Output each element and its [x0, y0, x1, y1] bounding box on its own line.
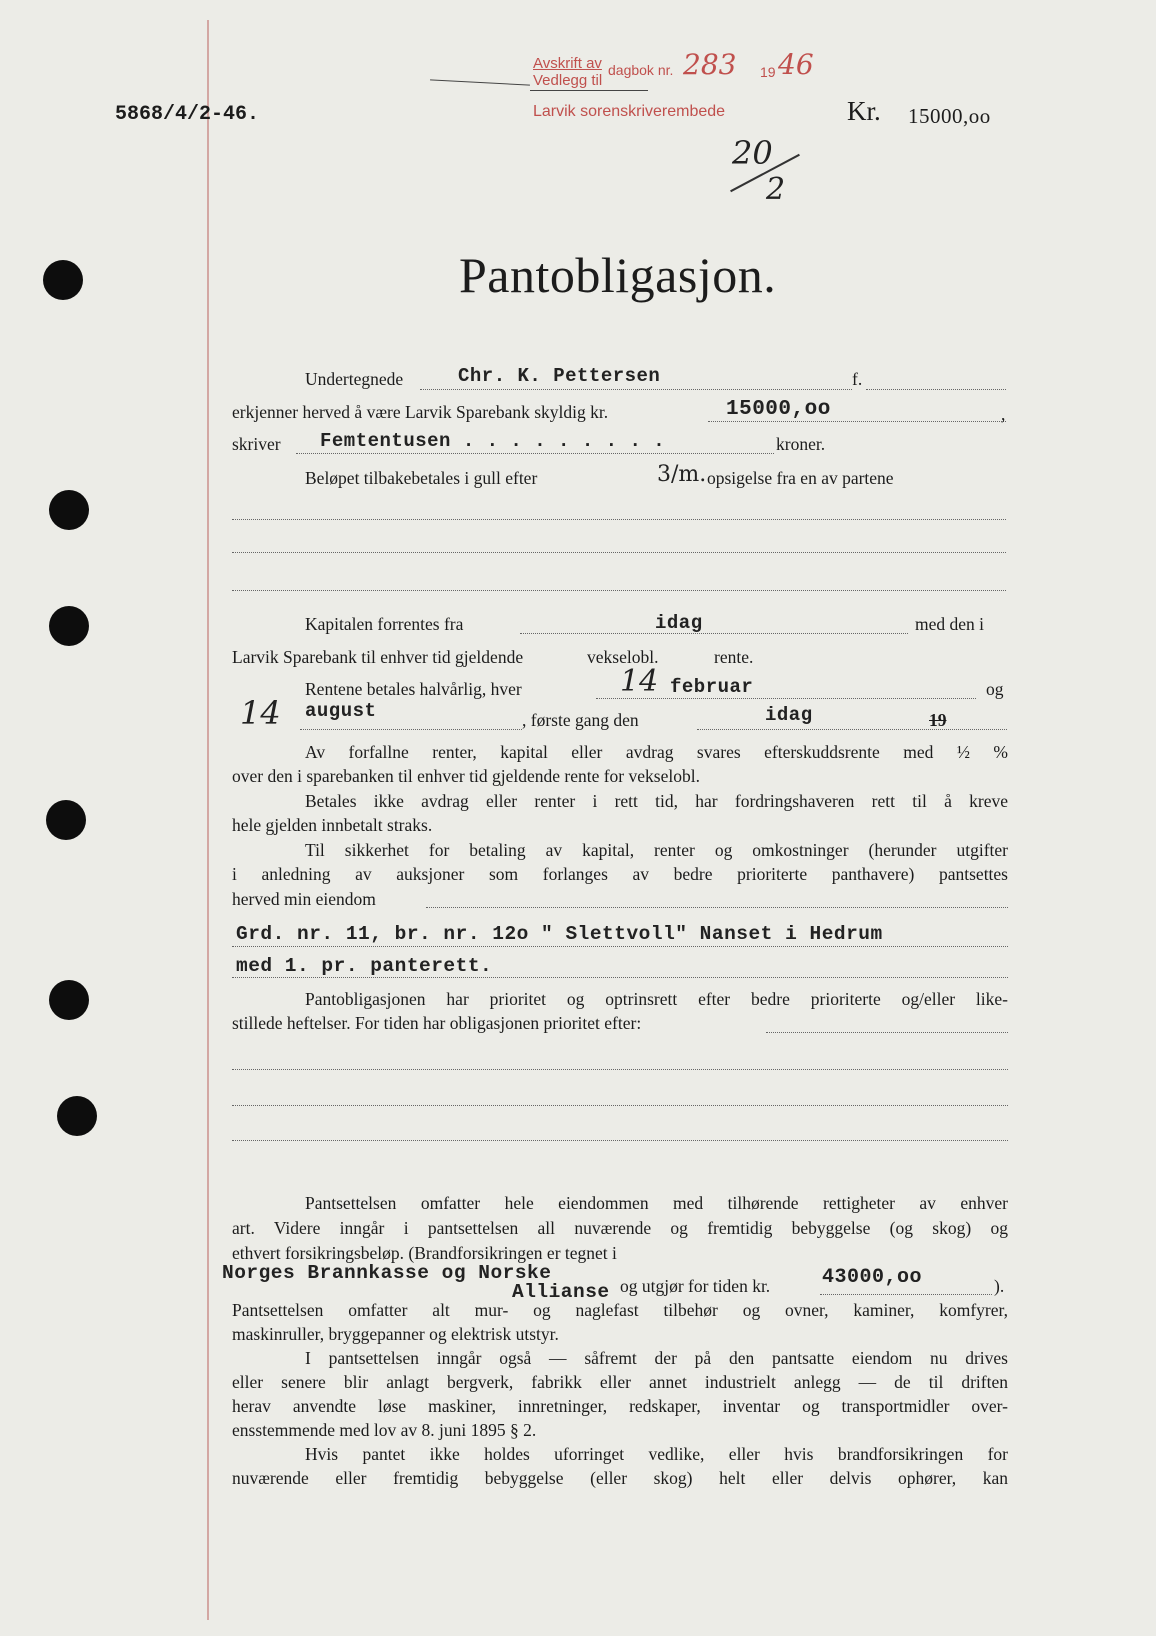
interest-start-text: Kapitalen forrentes fra [305, 614, 464, 634]
paragraph-industrial-cont-2: herav anvendte løse maskiner, innretninger, redskaper, inventar og transportmidler over- [232, 1396, 1008, 1416]
interest-payment-text: Rentene betales halvårlig, hver [305, 679, 522, 699]
paragraph-security-cont: i anledning av auksjoner som forlanges av bedre prioriterte panthavere) pantsettes [232, 864, 1008, 884]
paragraph-scope: Pantsettelsen omfatter hele eiendommen med tilhørende rettigheter av enhver [305, 1193, 1008, 1213]
stamp-dagbok-label: dagbok nr. [608, 62, 674, 78]
med-den-text: med den i [915, 614, 985, 634]
birth-label: f. [852, 369, 863, 389]
fill-line [232, 946, 1008, 947]
paragraph-priority: Pantobligasjonen har prioritet og optrinsrett efter bedre prioriterte og/eller like- [305, 989, 1008, 1009]
blank-line [232, 1069, 1008, 1070]
paragraph-insurance: ethvert forsikringsbeløp. (Brandforsikringen er tegnet i [232, 1243, 617, 1263]
property-description: Grd. nr. 11, br. nr. 12o " Slettvoll" Nanset i Hedrum [236, 923, 883, 945]
paragraph-industrial: I pantsettelsen inngår også — såfremt der på den pantsatte eiendom nu drives [305, 1348, 1008, 1368]
close-paren: ). [994, 1276, 1005, 1296]
punch-hole [57, 1096, 97, 1136]
fill-line [820, 1294, 992, 1295]
stamp-year: 46 [778, 48, 814, 81]
stamp-line-2: Vedlegg til [533, 72, 603, 89]
fill-line [708, 421, 1006, 422]
kr-label: Kr. [847, 96, 881, 126]
first-payment-date: idag [765, 704, 813, 726]
interest-month-2: august [305, 700, 377, 722]
punch-hole [43, 260, 83, 300]
rate-type: vekselobl. [587, 647, 659, 667]
blank-line [232, 519, 1006, 520]
fill-line [420, 389, 852, 390]
paragraph-industrial-cont-1: eller senere blir anlagt bergverk, fabrikk eller annet industrielt anlegg — de til driften [232, 1372, 1008, 1392]
paragraph-overdue-interest-cont: over den i sparebanken til enhver tid gjeldende rente for vekselobl. [232, 766, 700, 786]
stamp-year-prefix: 19 [760, 64, 776, 80]
paragraph-maintenance: Hvis pantet ikke holdes uforringet vedlike, eller hvis brandforsikringen for [305, 1444, 1008, 1464]
paragraph-maintenance-cont: nuværende eller fremtidig bebyggelse (eller skog) helt eller delvis ophører, kan [232, 1468, 1008, 1488]
paragraph-priority-cont: stillede heftelser. For tiden har obligasjonen prioritet efter: [232, 1013, 642, 1033]
insurer-name: Norges Brannkasse og Norske [222, 1262, 552, 1284]
interest-day-2: 14 [240, 694, 281, 732]
fill-line [296, 453, 774, 454]
header-amount: 15000,oo [908, 104, 991, 128]
rente-text: rente. [714, 647, 754, 667]
interest-day-1: 14 [620, 664, 659, 699]
paragraph-fixtures: Pantsettelsen omfatter alt mur- og naglefast tilbehør og ovner, kaminer, komfyrer, [232, 1300, 1008, 1320]
notice-period: 3/m. [657, 462, 707, 487]
pen-stroke [430, 79, 530, 85]
property-lien-rank: med 1. pr. panterett. [236, 955, 493, 977]
pen-stroke [530, 90, 648, 91]
insurer-name-cont: Allianse [512, 1281, 610, 1303]
amount-in-words: Femtentusen . . . . . . . . . [320, 430, 666, 452]
handwritten-date-day: 20 [732, 134, 773, 172]
skriver-label: skriver [232, 434, 281, 454]
stamp-office: Larvik sorenskriverembede [533, 103, 726, 120]
paragraph-industrial-cont-3: ensstemmende med lov av 8. juni 1895 § 2. [232, 1420, 537, 1440]
fill-line [866, 389, 1006, 390]
fill-line [426, 907, 1008, 908]
blank-line [232, 1140, 1008, 1141]
paragraph-fixtures-cont: maskinruller, bryggepanner og elektrisk utstyr. [232, 1324, 559, 1344]
paragraph-default-cont: hele gjelden innbetalt straks. [232, 815, 433, 835]
insured-amount-text: og utgjør for tiden kr. [620, 1276, 771, 1296]
blank-line [232, 590, 1006, 591]
blank-line [232, 1105, 1008, 1106]
notice-text: opsigelse fra en av partene [707, 468, 894, 488]
paragraph-default: Betales ikke avdrag eller renter i rett tid, har fordringshaveren rett til å kreve [305, 791, 1008, 811]
debtor-name: Chr. K. Pettersen [458, 365, 661, 387]
struck-year: 19 [929, 710, 947, 730]
paragraph-scope-cont: art. Videre inngår i pantsettelsen all nuværende og fremtidig bebyggelse (og skog) og [232, 1218, 1008, 1238]
fill-line [232, 977, 1008, 978]
acknowledgement-text: erkjenner herved å være Larvik Sparebank skyldig kr. [232, 402, 609, 422]
punch-hole [49, 606, 89, 646]
insured-amount: 43000,oo [822, 1266, 923, 1289]
paragraph-security: Til sikkerhet for betaling av kapital, renter og omkostninger (herunder utgifter [305, 840, 1008, 860]
fill-line [520, 633, 908, 634]
og-text: og [986, 679, 1004, 699]
undertegnede-label: Undertegnede [305, 369, 404, 389]
fill-line [697, 729, 1007, 730]
fill-line [300, 729, 522, 730]
paragraph-overdue-interest: Av forfallne renter, kapital eller avdrag svares efterskuddsrente med ½ % [305, 742, 1008, 762]
interest-start-date: idag [655, 612, 703, 634]
paragraph-security-end: herved min eiendom [232, 889, 376, 909]
fill-line [766, 1032, 1008, 1033]
bank-rate-text: Larvik Sparebank til enhver tid gjeldende [232, 647, 524, 667]
kroner-label: kroner. [776, 434, 826, 454]
debt-amount: 15000,oo [726, 398, 831, 421]
stamp-line-1: Avskrift av [533, 55, 602, 72]
comma: , [1001, 404, 1006, 424]
handwritten-date-month: 2 [766, 172, 786, 207]
stamp-number: 283 [683, 48, 737, 81]
reference-number: 5868/4/2-46. [115, 103, 260, 126]
repayment-text: Beløpet tilbakebetales i gull efter [305, 468, 538, 488]
interest-month-1: februar [670, 676, 754, 698]
margin-line [207, 20, 209, 1620]
first-time-text: , første gang den [522, 710, 639, 730]
document-title: Pantobligasjon. [459, 247, 777, 303]
punch-hole [49, 490, 89, 530]
blank-line [232, 552, 1006, 553]
punch-hole [46, 800, 86, 840]
punch-hole [49, 980, 89, 1020]
